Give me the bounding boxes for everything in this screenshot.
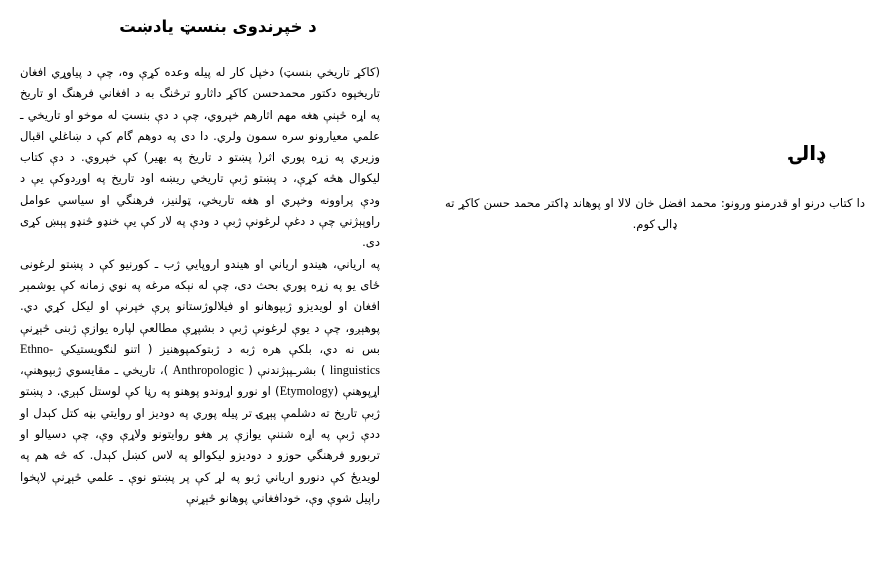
- left-page-panel: [0, 0, 436, 570]
- latin-term: Anthropologic: [172, 363, 244, 378]
- dedication-body: [445, 193, 865, 236]
- latin-term: Ethno-linguistics: [20, 341, 380, 378]
- paragraph-2: په اریاني، هیندو اریاني او هیندو اروپایي ژب ـ کورنیو کې د پښتو لرغونی ځای یو په زړه پوري بحث دی، چې له نېکه مرغه په نوي زمانه کې یوشمېر افغان او لویدیزو ژبپوهانو او فیلالوژستانو پرې خپرنې او لیکل کړي دي. پوهېږو، چې د یوې لرغونې ژبې د بشپړې مطالعې لپاره یوازې ژبنی څېړنې بس نه دي، بلکې هره ژبه د ژبتوکمپوهنیز ( اتنو لنګویستیکي Ethno-linguistics ) بشرـپېژندنې ( Anthropologic )، تاریخي ـ مقایسوي ژبپوهنې، اړپوهنې (Etymology) او نورو اړوندو پوهنو په رڼا کې لوستل کېږي. د پښتو ژبې تاریخ ته دشلمې پېړۍ تر پیله پوري په دودیز او روایتي بڼه کتل کېدل او ددې ژبې په اړه شننې یوازې پر هغو روایتونو ولاړې وې، چې دسیالو او تربورو فرهنگي حوزو د دودیزو لیکوالو په لاس کښل کېدل. که څه هم په لویدیځ کې دنورو اریاني ژبو په لړ کې پر پښتو نوې ـ علمي څېړنې لاپخوا راپیل شوې وې، خودافغاني پوهانو څېړنې: [20, 256, 380, 505]
- paragraph-1: (کاکړ تاریخي بنسټ) دخپل کار له پیله وعده کړې وه، چې د پياوړي افغان تاریخپوه دکتور محمدحسن کاکړ داثارو ترڅنگ به د افغاني فرهنگ او تاریخ په اړه څېنې هغه مهم اثارهم خپروي، چې د دې بنسټ له موخو او تاریخي ـ علمي معیارونو سره سمون ولري. دا دی په دوهم گام کې د ښاغلي اقبال وزیري په زړه پوري اثر( پښتو د تاریخ په بهیر) کې خپروي. د دې کتاب لیکوال هڅه کړې، د پښتو ژبې تاریخي ریښه اود تاریخ په اوږدوکې یې د ودې پراوونه وخپري او هغه تاریخي، ټولنیز، فرهنگي او سیاسي عوامل راوپېژني چې د دغې لرغونې ژبې د ودې په لار کې یې خنډو څنډو پېښ کړی دی.: [20, 65, 380, 250]
- latin-term: Etymology: [279, 384, 334, 399]
- right-page-panel: [437, 0, 873, 570]
- left-page-body: [20, 62, 380, 509]
- page-title: د خپرندوی بنسټ یادښت: [119, 17, 317, 36]
- dedication-heading: ډالۍ: [790, 141, 825, 165]
- dedication-paragraph: دا کتاب درنو او قدرمنو ورونو: محمد افضل خان لالا او پوهاند ډاکتر محمد حسن کاکړ ته ډالۍ کوم.: [445, 196, 865, 232]
